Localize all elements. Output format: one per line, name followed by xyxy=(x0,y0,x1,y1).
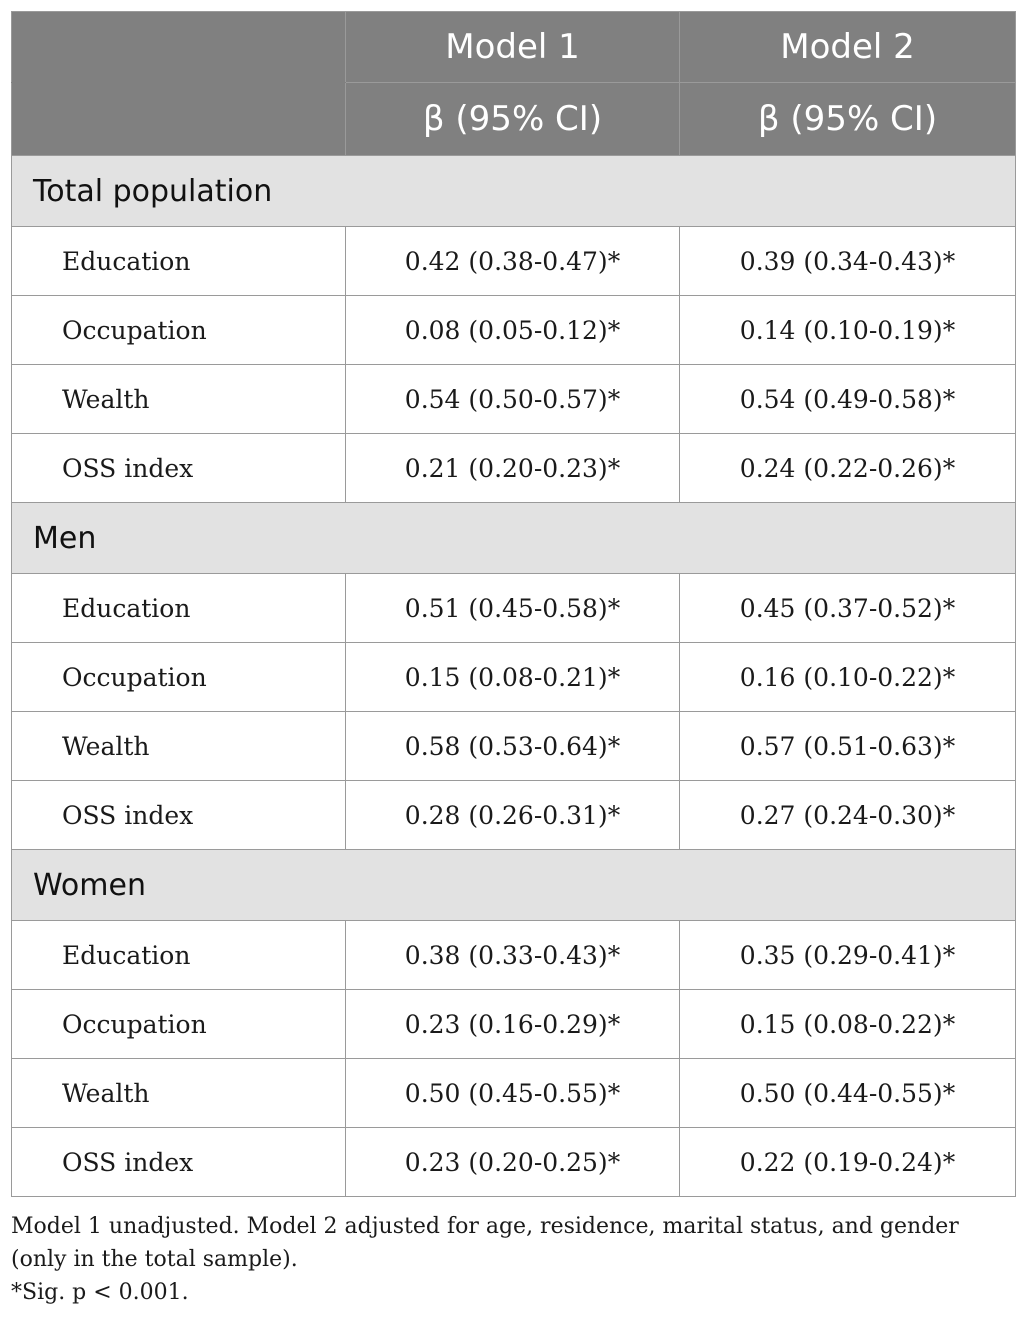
model-1-value: 0.50 (0.45-0.55)* xyxy=(346,1059,680,1128)
header-row-models xyxy=(12,12,1016,83)
header-blank-cell xyxy=(12,12,346,83)
header-stat-2: β (95% CI) xyxy=(680,83,1016,156)
table-row xyxy=(12,712,1016,781)
header-blank-cell xyxy=(12,83,346,156)
table-row xyxy=(12,921,1016,990)
row-label: OSS index xyxy=(12,434,346,503)
header-stat-1: β (95% CI) xyxy=(346,83,680,156)
header-model-2: Model 2 xyxy=(680,12,1016,83)
row-label: Education xyxy=(12,227,346,296)
table-row xyxy=(12,574,1016,643)
model-2-value: 0.27 (0.24-0.30)* xyxy=(680,781,1016,850)
section-title: Men xyxy=(12,503,1016,574)
model-1-value: 0.15 (0.08-0.21)* xyxy=(346,643,680,712)
model-2-value: 0.16 (0.10-0.22)* xyxy=(680,643,1016,712)
row-label: Wealth xyxy=(12,365,346,434)
model-2-value: 0.35 (0.29-0.41)* xyxy=(680,921,1016,990)
section-row xyxy=(12,156,1016,227)
row-label: Education xyxy=(12,921,346,990)
section-title: Total population xyxy=(12,156,1016,227)
table-row xyxy=(12,296,1016,365)
model-1-value: 0.23 (0.16-0.29)* xyxy=(346,990,680,1059)
model-2-value: 0.14 (0.10-0.19)* xyxy=(680,296,1016,365)
row-label: OSS index xyxy=(12,1128,346,1197)
row-label: Occupation xyxy=(12,643,346,712)
table-row xyxy=(12,1059,1016,1128)
table-footnote xyxy=(11,1210,1021,1309)
model-1-value: 0.38 (0.33-0.43)* xyxy=(346,921,680,990)
model-1-value: 0.58 (0.53-0.64)* xyxy=(346,712,680,781)
model-1-value: 0.23 (0.20-0.25)* xyxy=(346,1128,680,1197)
row-label: Wealth xyxy=(12,712,346,781)
table-row xyxy=(12,1128,1016,1197)
model-1-value: 0.28 (0.26-0.31)* xyxy=(346,781,680,850)
model-1-value: 0.21 (0.20-0.23)* xyxy=(346,434,680,503)
model-2-value: 0.22 (0.19-0.24)* xyxy=(680,1128,1016,1197)
row-label: OSS index xyxy=(12,781,346,850)
row-label: Occupation xyxy=(12,990,346,1059)
model-2-value: 0.50 (0.44-0.55)* xyxy=(680,1059,1016,1128)
model-2-value: 0.54 (0.49-0.58)* xyxy=(680,365,1016,434)
table-row xyxy=(12,434,1016,503)
section-title: Women xyxy=(12,850,1016,921)
footnote-significance: *Sig. p < 0.001. xyxy=(11,1280,189,1305)
model-1-value: 0.08 (0.05-0.12)* xyxy=(346,296,680,365)
model-2-value: 0.24 (0.22-0.26)* xyxy=(680,434,1016,503)
table-row xyxy=(12,990,1016,1059)
footnote-models: Model 1 unadjusted. Model 2 adjusted for age, residence, marital status, and gender (only in the total sample). xyxy=(11,1214,959,1272)
row-label: Occupation xyxy=(12,296,346,365)
section-row xyxy=(12,503,1016,574)
header-row-stats xyxy=(12,83,1016,156)
header-model-1: Model 1 xyxy=(346,12,680,83)
model-1-value: 0.54 (0.50-0.57)* xyxy=(346,365,680,434)
row-label: Wealth xyxy=(12,1059,346,1128)
table-row xyxy=(12,781,1016,850)
results-table xyxy=(11,11,1016,1197)
model-2-value: 0.57 (0.51-0.63)* xyxy=(680,712,1016,781)
model-1-value: 0.42 (0.38-0.47)* xyxy=(346,227,680,296)
model-2-value: 0.15 (0.08-0.22)* xyxy=(680,990,1016,1059)
table-row xyxy=(12,365,1016,434)
table-row xyxy=(12,227,1016,296)
model-2-value: 0.39 (0.34-0.43)* xyxy=(680,227,1016,296)
model-2-value: 0.45 (0.37-0.52)* xyxy=(680,574,1016,643)
section-row xyxy=(12,850,1016,921)
row-label: Education xyxy=(12,574,346,643)
table-row xyxy=(12,643,1016,712)
model-1-value: 0.51 (0.45-0.58)* xyxy=(346,574,680,643)
